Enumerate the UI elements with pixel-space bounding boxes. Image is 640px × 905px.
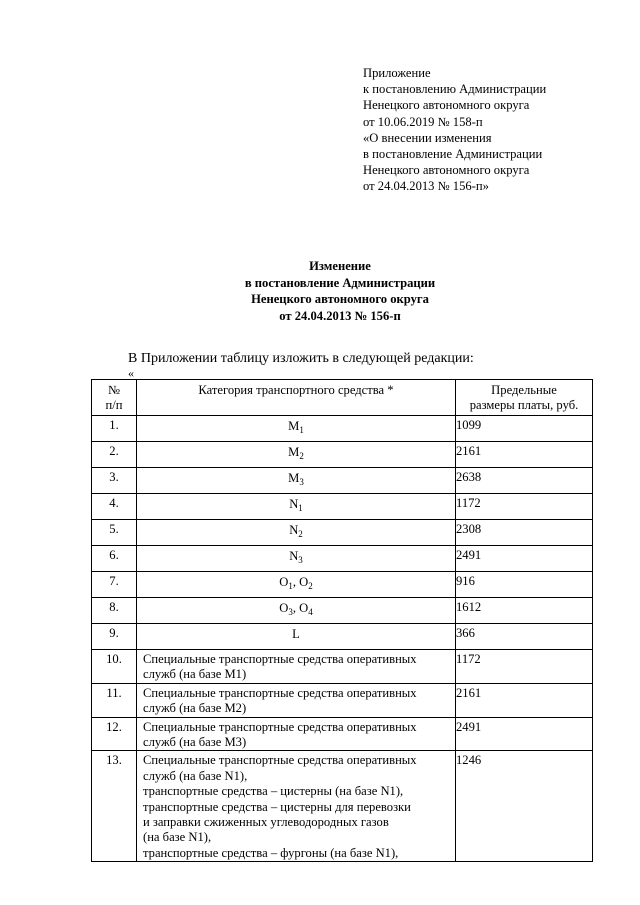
table-row xyxy=(92,572,593,598)
row-value: 916 xyxy=(456,572,593,598)
row-value: 366 xyxy=(456,624,593,650)
appendix-line: к постановлению Администрации xyxy=(363,82,547,97)
table-row xyxy=(92,598,593,624)
row-category: L xyxy=(137,624,456,650)
row-num: 4. xyxy=(92,494,137,520)
row-category: Специальные транспортные средства оперативных служб (на базе M1) xyxy=(137,650,456,684)
row-num: 11. xyxy=(92,683,137,717)
table-row xyxy=(92,683,593,717)
row-num: 6. xyxy=(92,546,137,572)
intro-paragraph: В Приложении таблицу изложить в следующей редакции: xyxy=(128,351,474,366)
appendix-line: Ненецкого автономного округа xyxy=(363,98,530,113)
appendix-line: Приложение xyxy=(363,66,431,80)
row-num: 2. xyxy=(92,442,137,468)
header-category: Категория транспортного средства * xyxy=(137,380,456,416)
header-price: Предельные размеры платы, руб. xyxy=(456,380,593,416)
appendix-line: «О внесении изменения xyxy=(363,130,492,145)
row-value: 2161 xyxy=(456,442,593,468)
row-category: $O_1$, $O_2$ xyxy=(137,572,456,598)
table-row xyxy=(92,751,593,862)
table-row xyxy=(92,520,593,546)
row-category: $N_1$ xyxy=(137,494,456,520)
table-row xyxy=(92,442,593,468)
table-header-row xyxy=(92,380,593,416)
row-category: $M_2$ xyxy=(137,442,456,468)
open-quote: « xyxy=(128,366,134,380)
table-row xyxy=(92,416,593,442)
table-row xyxy=(92,546,593,572)
row-value: 2491 xyxy=(456,717,593,751)
appendix-block xyxy=(363,65,546,195)
row-category: $N_3$ xyxy=(137,546,456,572)
row-value: 1612 xyxy=(456,598,593,624)
table-row xyxy=(92,624,593,650)
row-num: 3. xyxy=(92,468,137,494)
appendix-line: в постановление Администрации xyxy=(363,147,543,162)
table-row xyxy=(92,494,593,520)
table-row xyxy=(92,468,593,494)
row-num: 8. xyxy=(92,598,137,624)
title-line: в постановление Администрации xyxy=(244,275,436,290)
row-category: $M_3$ xyxy=(137,468,456,494)
row-category: $M_1$ xyxy=(137,416,456,442)
row-num: 5. xyxy=(92,520,137,546)
row-num: 1. xyxy=(92,416,137,442)
title-line: Ненецкого автономного округа xyxy=(251,292,429,306)
row-value: 1099 xyxy=(456,416,593,442)
row-category: $O_3$, $O_4$ xyxy=(137,598,456,624)
row-num: 7. xyxy=(92,572,137,598)
title-line: от 24.04.2013 № 156-п xyxy=(279,308,401,323)
row-value: 2638 xyxy=(456,468,593,494)
title-line: Изменение xyxy=(309,259,371,273)
row-category: Специальные транспортные средства оперативных служб (на базе M3) xyxy=(137,717,456,751)
row-num: 12. xyxy=(92,717,137,751)
document-title xyxy=(0,258,640,324)
row-value: 2161 xyxy=(456,683,593,717)
header-num: № п/п xyxy=(92,380,137,416)
fee-table xyxy=(91,379,593,862)
table-row xyxy=(92,650,593,684)
row-value: 1172 xyxy=(456,494,593,520)
appendix-line: от 24.04.2013 № 156-п» xyxy=(363,179,489,194)
row-value: 2308 xyxy=(456,520,593,546)
row-category: Специальные транспортные средства оперативных служб (на базе M2) xyxy=(137,683,456,717)
row-value: 1246 xyxy=(456,751,593,862)
table-row xyxy=(92,717,593,751)
row-num: 9. xyxy=(92,624,137,650)
row-num: 13. xyxy=(92,751,137,862)
row-value: 1172 xyxy=(456,650,593,684)
row-category: $N_2$ xyxy=(137,520,456,546)
appendix-line: Ненецкого автономного округа xyxy=(363,163,530,178)
row-num: 10. xyxy=(92,650,137,684)
row-category: Специальные транспортные средства оперативных служб (на базе N1), транспортные средства – цистерны (на базе N1), транспортные средства – цистерны для перевозки и заправки сжиженных углеводородных газов (на базе N1), транспортные средства – фургоны (на базе N1), xyxy=(137,751,456,862)
appendix-line: от 10.06.2019 № 158-п xyxy=(363,114,483,129)
row-value: 2491 xyxy=(456,546,593,572)
